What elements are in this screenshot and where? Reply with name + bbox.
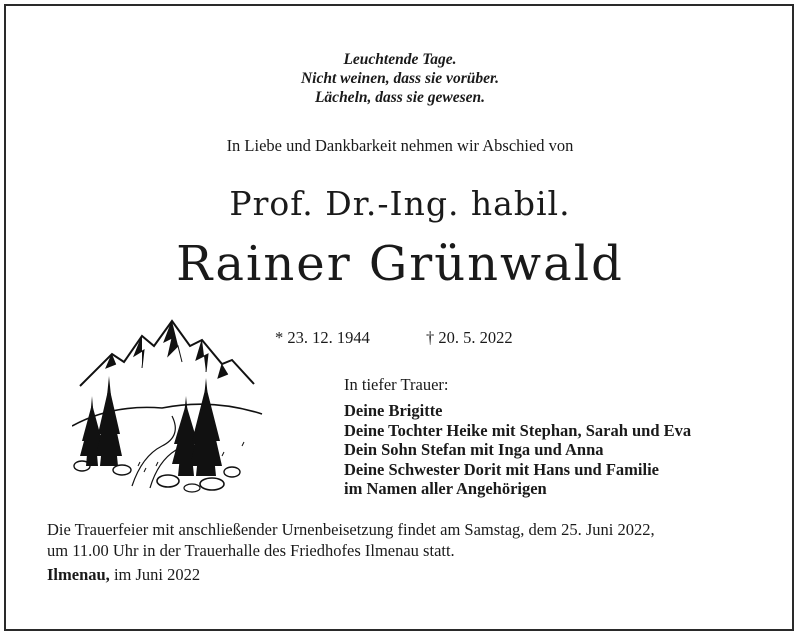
poem: [0, 50, 800, 107]
mourner-entry: Deine Brigitte: [344, 401, 443, 420]
ceremony-line: um 11.00 Uhr in der Trauerhalle des Friedhofes Ilmenau statt.: [47, 541, 455, 560]
mourner-entry: Deine Tochter Heike mit Stephan, Sarah und Eva: [344, 420, 692, 440]
mourning-label: In tiefer Trauer:: [344, 375, 449, 394]
mourner-entry: Deine Schwester Dorit mit Hans und Familie: [344, 459, 660, 479]
place-date: [47, 565, 200, 585]
mourner-entry: im Namen aller Angehörigen: [344, 479, 547, 498]
poem-line: Nicht weinen, dass sie vorüber.: [300, 70, 500, 87]
poem-line: Lächeln, dass sie gewesen.: [314, 89, 486, 106]
place-month: im Juni 2022: [113, 565, 201, 584]
ceremony-line: Die Trauerfeier mit anschließender Urnenbeisetzung findet am Samstag, dem 25. Juni 2022,: [47, 520, 655, 539]
ceremony-info: [47, 519, 655, 561]
death-date: † 20. 5. 2022: [426, 328, 513, 347]
birth-date: * 23. 12. 1944: [275, 328, 370, 347]
deceased-name: Rainer Grünwald: [176, 236, 624, 292]
poem-line: Leuchtende Tage.: [343, 51, 457, 68]
place-city: Ilmenau,: [47, 565, 110, 584]
intro-text: In Liebe und Dankbarkeit nehmen wir Abschied von: [226, 136, 574, 155]
mourners-list: [344, 401, 691, 499]
mountain-forest-illustration: [72, 316, 267, 494]
academic-title: Prof. Dr.-Ing. habil.: [229, 184, 571, 223]
mourner-entry: Dein Sohn Stefan mit Inga und Anna: [344, 440, 604, 459]
